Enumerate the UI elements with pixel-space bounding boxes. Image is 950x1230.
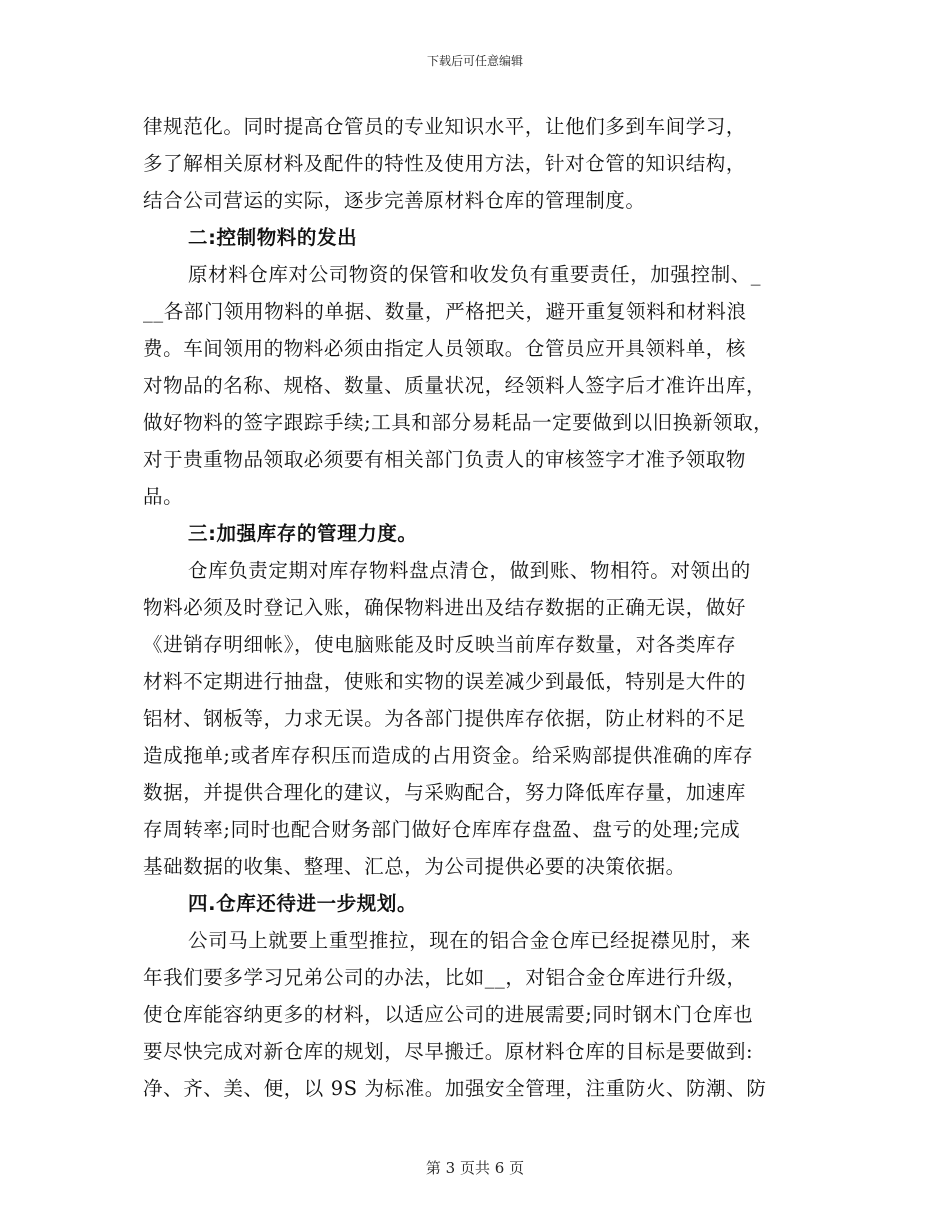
page-header: 下载后可任意编辑 xyxy=(426,54,523,68)
section-heading: 四.仓库还待进一步规划。 xyxy=(188,892,418,915)
paragraph-line: 使仓库能容纳更多的材料，以适应公司的进展需要;同时钢木门仓库也 xyxy=(143,1003,754,1026)
page-footer: 第 3 页共 6 页 xyxy=(425,1159,525,1177)
paragraph-line: 多了解相关原材料及配件的特性及使用方法，针对仓管的知识结构， xyxy=(143,152,747,175)
paragraph-line: 基础数据的收集、整理、汇总，为公司提供必要的决策依据。 xyxy=(143,855,686,878)
paragraph-line: 对物品的名称、规格、数量、质量状况，经领料人签字后才准许出库， xyxy=(143,374,767,397)
paragraph-line: __各部门领用物料的单据、数量，严格把关，避开重复领料和材料浪 xyxy=(143,300,747,323)
paragraph-line: 存周转率;同时也配合财务部门做好仓库库存盘盈、盘亏的处理;完成 xyxy=(143,818,741,841)
paragraph-line: 结合公司营运的实际，逐步完善原材料仓库的管理制度。 xyxy=(143,189,646,212)
paragraph-line: 数据，并提供合理化的建议，与采购配合，努力降低库存量，加速库 xyxy=(143,781,747,804)
paragraph-line: 要尽快完成对新仓库的规划，尽早搬迁。原材料仓库的目标是要做到: xyxy=(143,1040,754,1063)
section-heading: 二:控制物料的发出 xyxy=(188,226,358,249)
paragraph-line: 原材料仓库对公司物资的保管和收发负有重要责任，加强控制、_ xyxy=(188,263,762,286)
paragraph-line: 公司马上就要上重型推拉，现在的铝合金仓库已经捉襟见肘，来 xyxy=(188,929,751,952)
document-body xyxy=(143,108,823,1107)
paragraph-line: 做好物料的签字跟踪手续;工具和部分易耗品一定要做到以旧换新领取， xyxy=(143,411,774,434)
paragraph-line: 材料不定期进行抽盘，使账和实物的误差减少到最低，特别是大件的 xyxy=(143,670,747,693)
paragraph-line: 净、齐、美、便，以 9S 为标准。加强安全管理，注重防火、防潮、防 xyxy=(143,1077,767,1100)
paragraph-line: 《进销存明细帐》，使电脑账能及时反映当前库存数量，对各类库存 xyxy=(143,633,737,656)
paragraph-line: 仓库负责定期对库存物料盘点清仓，做到账、物相符。对领出的 xyxy=(188,559,751,582)
section-heading: 三:加强库存的管理力度。 xyxy=(188,522,418,545)
paragraph-line: 费。车间领用的物料必须由指定人员领取。仓管员应开具领料单，核 xyxy=(143,337,747,360)
paragraph-line: 律规范化。同时提高仓管员的专业知识水平，让他们多到车间学习， xyxy=(143,115,747,138)
paragraph-line: 造成拖单;或者库存积压而造成的占用资金。给采购部提供准确的库存 xyxy=(143,744,754,767)
paragraph-line: 品。 xyxy=(143,485,184,508)
paragraph-line: 铝材、钢板等，力求无误。为各部门提供库存依据，防止材料的不足 xyxy=(143,707,747,730)
paragraph-line: 对于贵重物品领取必须要有相关部门负责人的审核签字才准予领取物 xyxy=(143,448,747,471)
paragraph-line: 物料必须及时登记入账，确保物料进出及结存数据的正确无误，做好 xyxy=(143,596,747,619)
paragraph-line: 年我们要多学习兄弟公司的办法，比如__，对铝合金仓库进行升级， xyxy=(143,966,747,989)
